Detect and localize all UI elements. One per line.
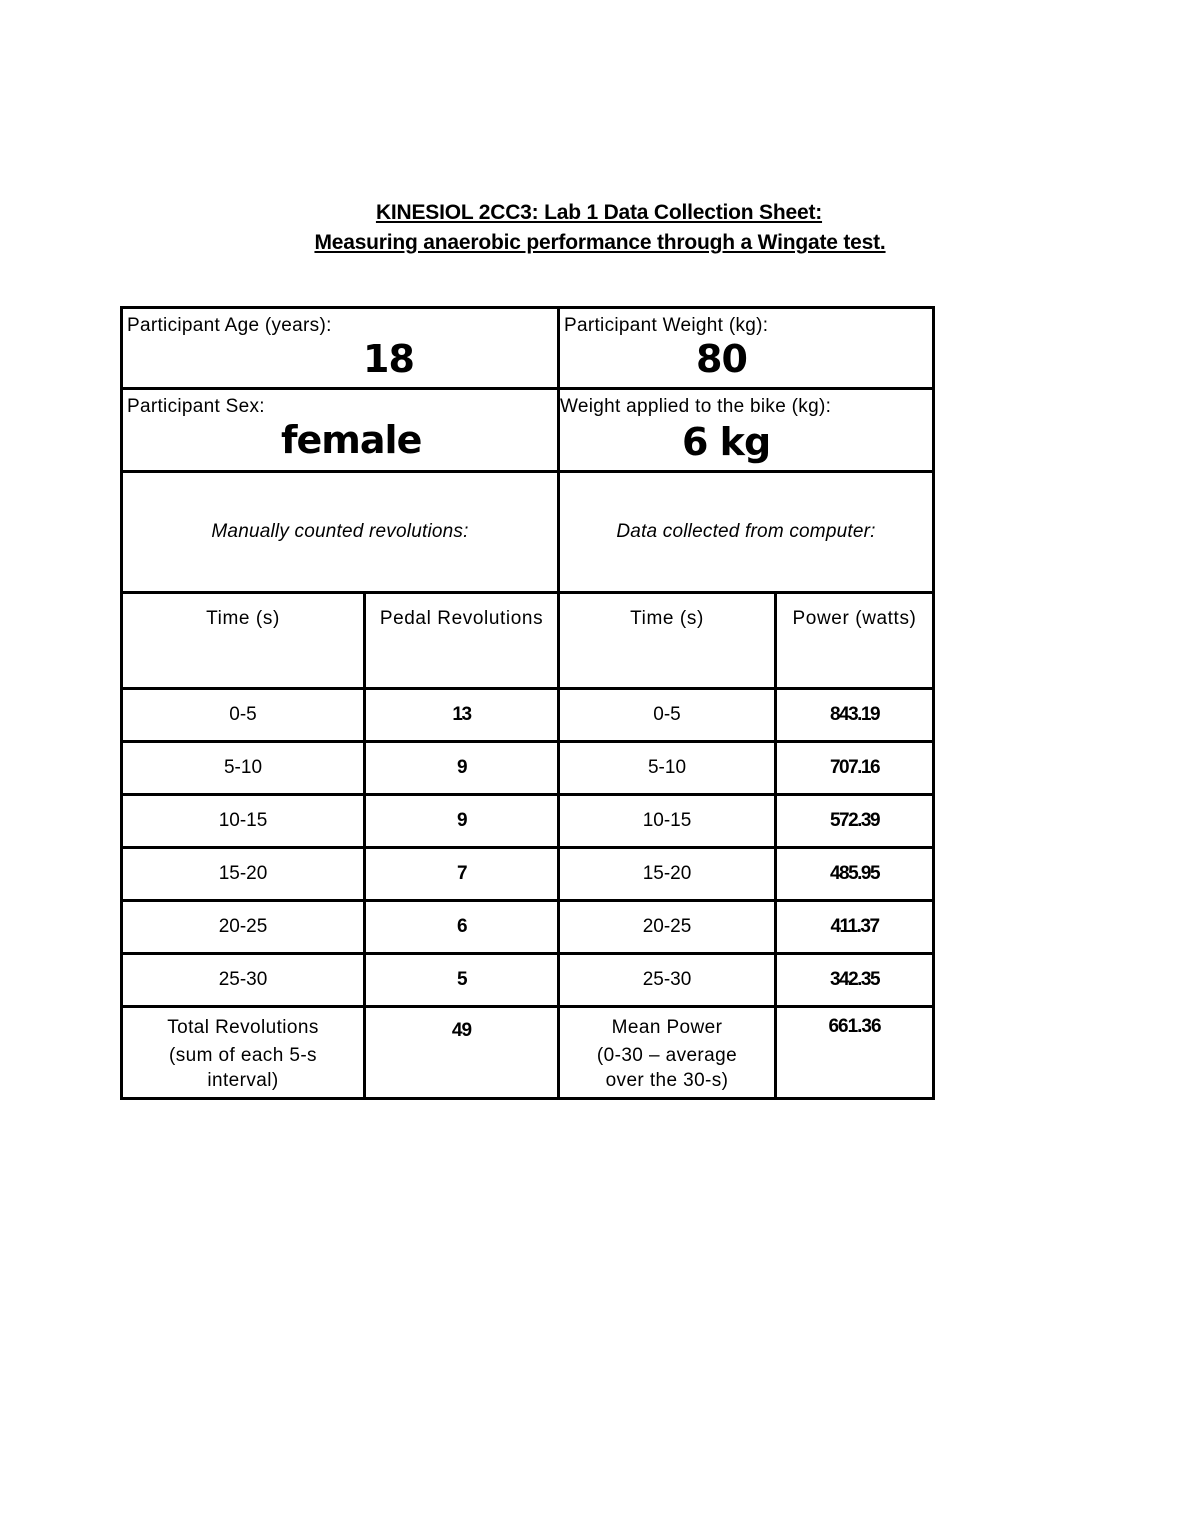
revolutions-cell: 13 bbox=[365, 689, 559, 742]
revolutions-cell: 7 bbox=[365, 848, 559, 901]
manual-section-heading: Manually counted revolutions: bbox=[122, 472, 559, 593]
mean-power-label-line-3: over the 30-s) bbox=[605, 1070, 729, 1091]
age-label: Participant Age (years): bbox=[127, 315, 332, 336]
col-header-power: Power (watts) bbox=[776, 593, 934, 689]
weight-label: Participant Weight (kg): bbox=[564, 315, 769, 336]
mean-power-label-line-2: (0-30 – average bbox=[596, 1045, 738, 1066]
power-cell: 485.95 bbox=[776, 848, 934, 901]
bike-weight-cell bbox=[559, 389, 934, 472]
time-left-cell: 10-15 bbox=[122, 795, 365, 848]
total-revolutions-label bbox=[122, 1007, 365, 1099]
power-cell: 342.35 bbox=[776, 954, 934, 1007]
time-left-cell: 15-20 bbox=[122, 848, 365, 901]
section-row bbox=[122, 472, 934, 593]
sex-value: female bbox=[281, 418, 422, 462]
mean-power-label bbox=[559, 1007, 776, 1099]
weight-value: 80 bbox=[696, 337, 747, 381]
time-left-cell: 0-5 bbox=[122, 689, 365, 742]
table-row bbox=[122, 848, 934, 901]
table-row bbox=[122, 742, 934, 795]
age-cell bbox=[122, 308, 559, 389]
weight-cell bbox=[559, 308, 934, 389]
total-revolutions-label-line-3: interval) bbox=[207, 1070, 279, 1091]
time-left-cell: 25-30 bbox=[122, 954, 365, 1007]
time-left-cell: 5-10 bbox=[122, 742, 365, 795]
table-row bbox=[122, 689, 934, 742]
table-row bbox=[122, 795, 934, 848]
column-header-row bbox=[122, 593, 934, 689]
time-right-cell: 25-30 bbox=[559, 954, 776, 1007]
total-revolutions-label-line-1: Total Revolutions bbox=[167, 1017, 319, 1038]
total-revolutions-value: 49 bbox=[365, 1007, 559, 1099]
sex-cell bbox=[122, 389, 559, 472]
revolutions-cell: 9 bbox=[365, 795, 559, 848]
computer-section-heading: Data collected from computer: bbox=[559, 472, 934, 593]
revolutions-cell: 9 bbox=[365, 742, 559, 795]
time-right-cell: 10-15 bbox=[559, 795, 776, 848]
col-header-time-left: Time (s) bbox=[122, 593, 365, 689]
time-right-cell: 15-20 bbox=[559, 848, 776, 901]
power-cell: 572.39 bbox=[776, 795, 934, 848]
time-left-cell: 20-25 bbox=[122, 901, 365, 954]
sheet-title bbox=[0, 198, 1200, 258]
total-revolutions-label-line-2: (sum of each 5-s bbox=[169, 1045, 317, 1066]
bike-weight-value: 6 kg bbox=[682, 420, 771, 464]
table-row bbox=[122, 954, 934, 1007]
revolutions-cell: 6 bbox=[365, 901, 559, 954]
power-cell: 843.19 bbox=[776, 689, 934, 742]
mean-power-value: 661.36 bbox=[776, 1007, 934, 1099]
revolutions-cell: 5 bbox=[365, 954, 559, 1007]
sex-label: Participant Sex: bbox=[127, 396, 265, 417]
power-cell: 411.37 bbox=[776, 901, 934, 954]
title-line-1: KINESIOL 2CC3: Lab 1 Data Collection Sheet: bbox=[375, 201, 823, 224]
power-cell: 707.16 bbox=[776, 742, 934, 795]
age-value: 18 bbox=[363, 337, 414, 381]
bike-weight-label: Weight applied to the bike (kg): bbox=[560, 396, 832, 417]
data-collection-table bbox=[120, 306, 935, 1100]
time-right-cell: 5-10 bbox=[559, 742, 776, 795]
time-right-cell: 0-5 bbox=[559, 689, 776, 742]
time-right-cell: 20-25 bbox=[559, 901, 776, 954]
participant-row-2 bbox=[122, 389, 934, 472]
totals-row bbox=[122, 1007, 934, 1099]
participant-row-1 bbox=[122, 308, 934, 389]
mean-power-label-line-1: Mean Power bbox=[611, 1017, 723, 1038]
title-line-2: Measuring anaerobic performance through a Wingate test. bbox=[314, 231, 886, 254]
col-header-time-right: Time (s) bbox=[559, 593, 776, 689]
col-header-revolutions: Pedal Revolutions bbox=[365, 593, 559, 689]
table-row bbox=[122, 901, 934, 954]
